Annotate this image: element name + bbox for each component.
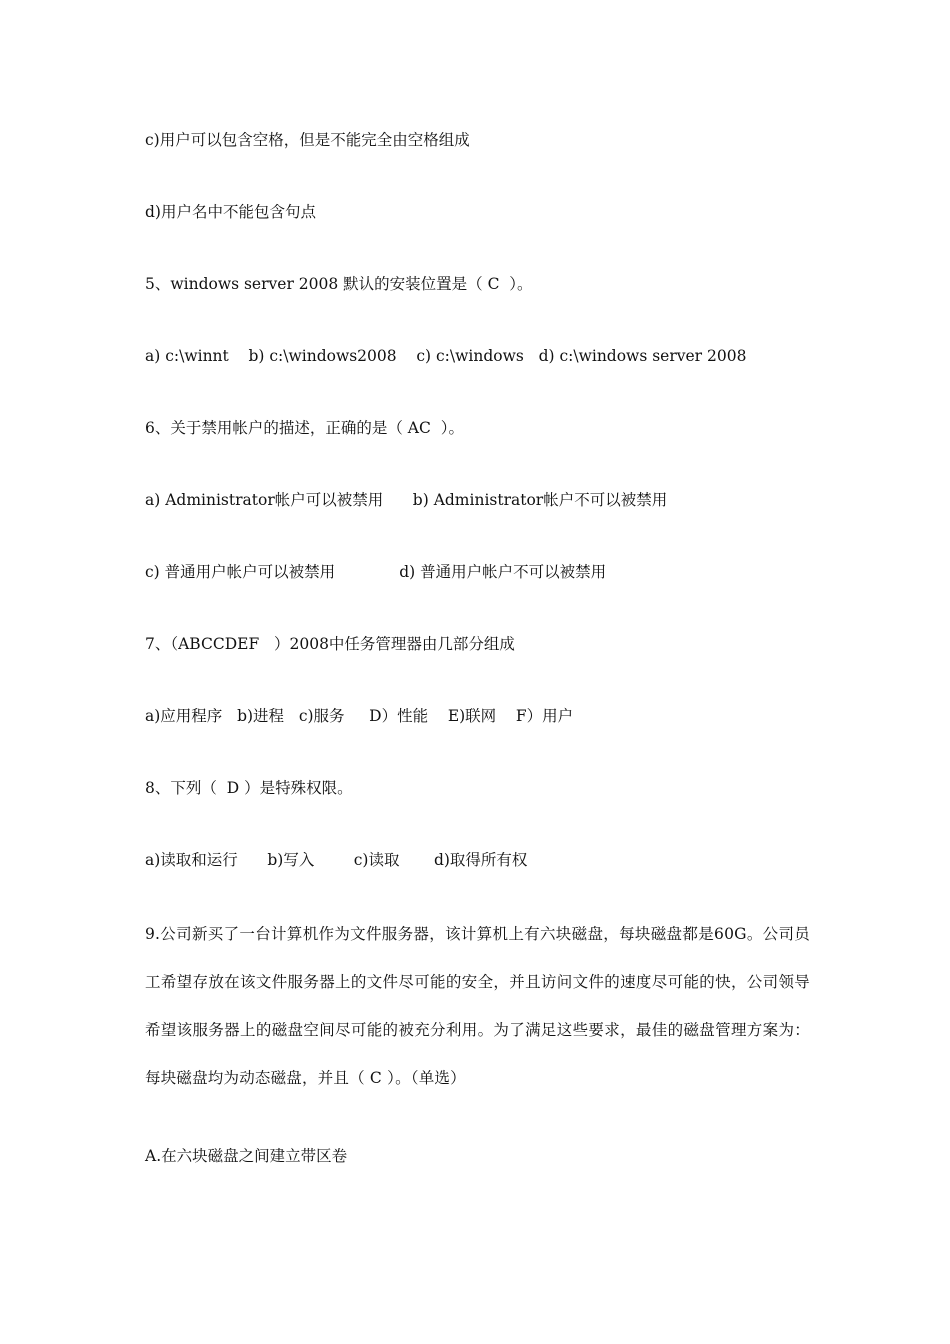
q8-options: a)读取和运行 b)写入 c)读取 d)取得所有权: [145, 851, 528, 869]
question-9: 9.公司新买了一台计算机作为文件服务器，该计算机上有六块磁盘，每块磁盘都是60G。公司员工希望存放在该文件服务器上的文件尽可能的安全，并且访问文件的速度尽可能的快，公司领导希望该服务器上的磁盘空间尽可能的被充分利用。为了满足这些要求，最佳的磁盘管理方案为：每块磁盘均为动态磁盘，并且（ C ）。（单选）: [145, 925, 810, 1087]
q9-option-a: A.在六块磁盘之间建立带区卷: [145, 1147, 348, 1165]
q5-options: a) c:\winnt b) c:\windows2008 c) c:\windows d) c:\windows server 2008: [145, 347, 747, 365]
question-5: 5、windows server 2008 默认的安装位置是（ C ）。: [145, 275, 533, 293]
q6-options-ab: a) Administrator帐户可以被禁用 b) Administrator帐户不可以被禁用: [145, 491, 668, 509]
question-6: 6、关于禁用帐户的描述，正确的是（ AC ）。: [145, 419, 464, 437]
q7-options: a)应用程序 b)进程 c)服务 D）性能 E)联网 F）用户: [145, 707, 574, 725]
question-8: 8、下列（ D ）是特殊权限。: [145, 779, 353, 797]
q4-option-d: d)用户名中不能包含句点: [145, 203, 316, 221]
question-7: 7、（ABCCDEF ）2008中任务管理器由几部分组成: [145, 635, 515, 653]
q4-option-c: c)用户可以包含空格，但是不能完全由空格组成: [145, 131, 470, 149]
q6-options-cd: c) 普通用户帐户可以被禁用 d) 普通用户帐户不可以被禁用: [145, 563, 607, 581]
